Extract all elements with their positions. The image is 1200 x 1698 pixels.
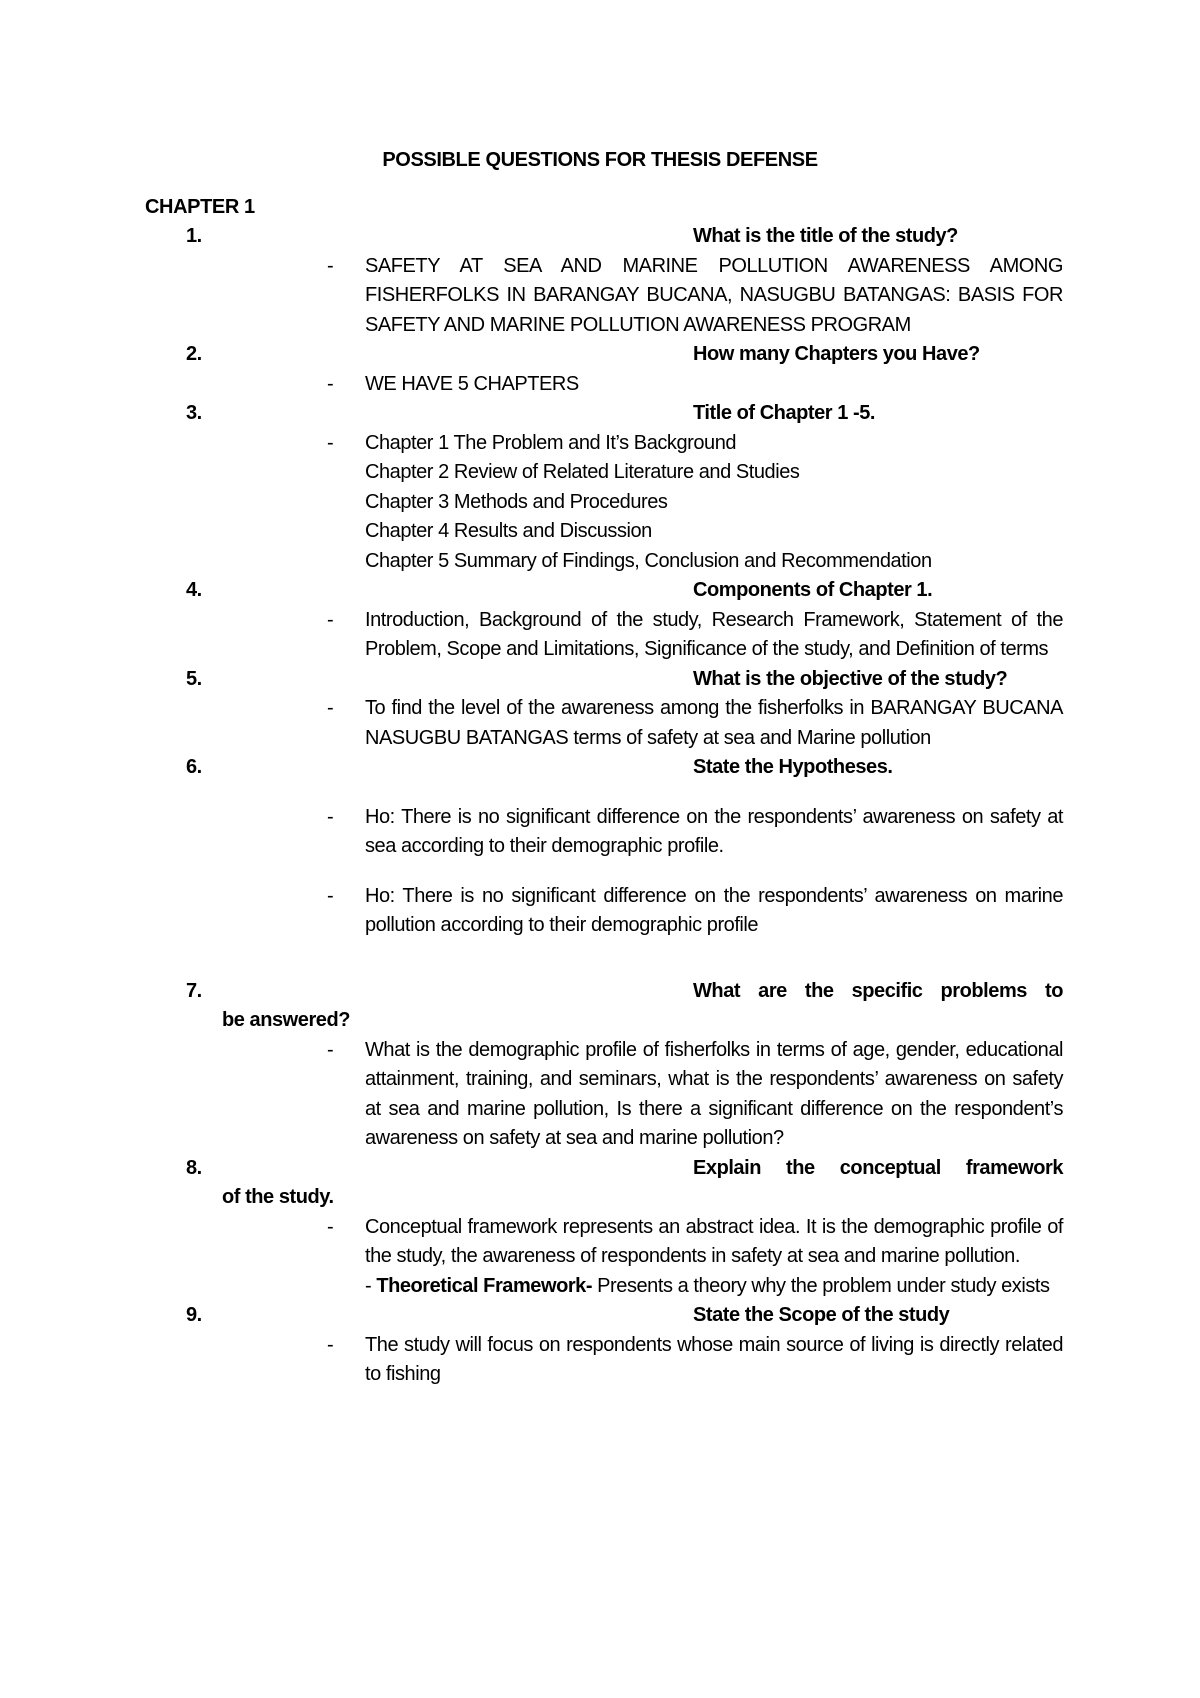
question-block-9 [0,1301,1200,1390]
question-number: 7. [186,979,202,1002]
dash-bullet: - [327,1038,334,1061]
answer-item [0,803,1200,862]
answer-item [0,694,1200,753]
question-number: 1. [186,225,202,247]
chapter-title-line: Chapter 5 Summary of Findings, Conclusion and Recommendation [365,549,932,572]
dash-bullet: - [327,1215,334,1238]
dash-bullet: - [327,431,334,454]
answer-item [0,252,1200,341]
question-text: Explain the conceptual framework [693,1156,1063,1179]
chapter-title-line: Chapter 4 Results and Discussion [365,520,652,542]
chapter-title-line: Chapter 1 The Problem and It’s Background [365,431,737,454]
question-number: 3. [186,402,202,424]
question-block-5 [0,665,1200,754]
answer-text: Introduction, Background of the study, Research Framework, Statement of the Problem, Scope and Limitations, Significance of the study, and Definition of terms [365,608,1063,660]
question-number: 8. [186,1156,202,1179]
dash-bullet: - [327,372,334,395]
question-text: How many Chapters you Have? [693,343,980,365]
chapter-heading: CHAPTER 1 [145,196,255,218]
dash-bullet: - [327,884,334,907]
hypothesis-text: Ho: There is no significant difference on the respondents’ awareness on marine pollution according to their demographic profile [365,884,1063,936]
question-block-3 [0,399,1200,576]
question-text: Components of Chapter 1. [693,579,933,601]
question-text: State the Hypotheses. [693,756,893,778]
question-text: What is the title of the study? [693,225,958,247]
question-number: 6. [186,756,202,778]
answer-text: What is the demographic profile of fisherfolks in terms of age, gender, educational attainment, training, and seminars, what is the respondents’ awareness on safety at sea and marine pollution, Is there a significant difference on the respondent’s awareness on safety at sea and marine pollution? [365,1038,1063,1149]
answer-text: SAFETY AT SEA AND MARINE POLLUTION AWARENESS AMONG FISHERFOLKS IN BARANGAY BUCANA, NASUGBU BATANGAS: BASIS FOR SAFETY AND MARINE POLLUTION AWARENESS PROGRAM [365,254,1063,336]
hypothesis-text: Ho: There is no significant difference on the respondents’ awareness on safety at sea according to their demographic profile. [365,805,1063,857]
document-title: POSSIBLE QUESTIONS FOR THESIS DEFENSE [382,149,818,171]
answer-text: The study will focus on respondents whose main source of living is directly related to fishing [365,1333,1063,1385]
answer-item [0,370,1200,400]
question-text: State the Scope of the study [693,1304,950,1326]
chapter-title-line: Chapter 3 Methods and Procedures [365,490,668,513]
question-number: 9. [186,1304,202,1326]
question-text: What is the objective of the study? [693,667,1008,690]
answer-item [0,1036,1200,1154]
answer-text: WE HAVE 5 CHAPTERS [365,372,579,395]
dash-bullet: - [327,697,334,719]
question-number: 5. [186,667,202,690]
answer-text: To find the level of the awareness among the fisherfolks in BARANGAY BUCANA NASUGBU BATANGAS terms of safety at sea and Marine pollution [365,697,1063,749]
question-number: 4. [186,579,202,601]
question-block-1 [0,222,1200,340]
question-block-4 [0,576,1200,665]
question-number: 2. [186,343,202,365]
dash-bullet: - [327,805,334,828]
answer-item [0,1213,1200,1302]
question-text-continued: of the study. [222,1186,334,1208]
question-text: What are the specific problems to [693,979,1063,1002]
question-block-8 [0,1154,1200,1302]
question-text: Title of Chapter 1 -5. [693,402,875,424]
answer-item [0,882,1200,941]
dash-bullet: - [327,608,334,631]
dash-bullet: - [327,254,334,277]
answer-item [0,429,1200,577]
chapter-title-line: Chapter 2 Review of Related Literature and Studies [365,461,800,483]
answer-item [0,1331,1200,1390]
theoretical-framework-text: - Theoretical Framework- Presents a theory why the problem under study exists [365,1274,1050,1297]
question-block-7 [0,977,1200,1154]
question-text-continued: be answered? [222,1009,350,1031]
question-block-6 [0,753,1200,977]
answer-item [0,606,1200,665]
theoretical-framework-label: Theoretical Framework- [376,1274,593,1297]
question-block-2 [0,340,1200,399]
qa-list [0,222,1200,1390]
dash-bullet: - [327,1333,334,1356]
answer-text: Conceptual framework represents an abstract idea. It is the demographic profile of the study, the awareness of respondents in safety at sea and marine pollution. [365,1215,1063,1267]
